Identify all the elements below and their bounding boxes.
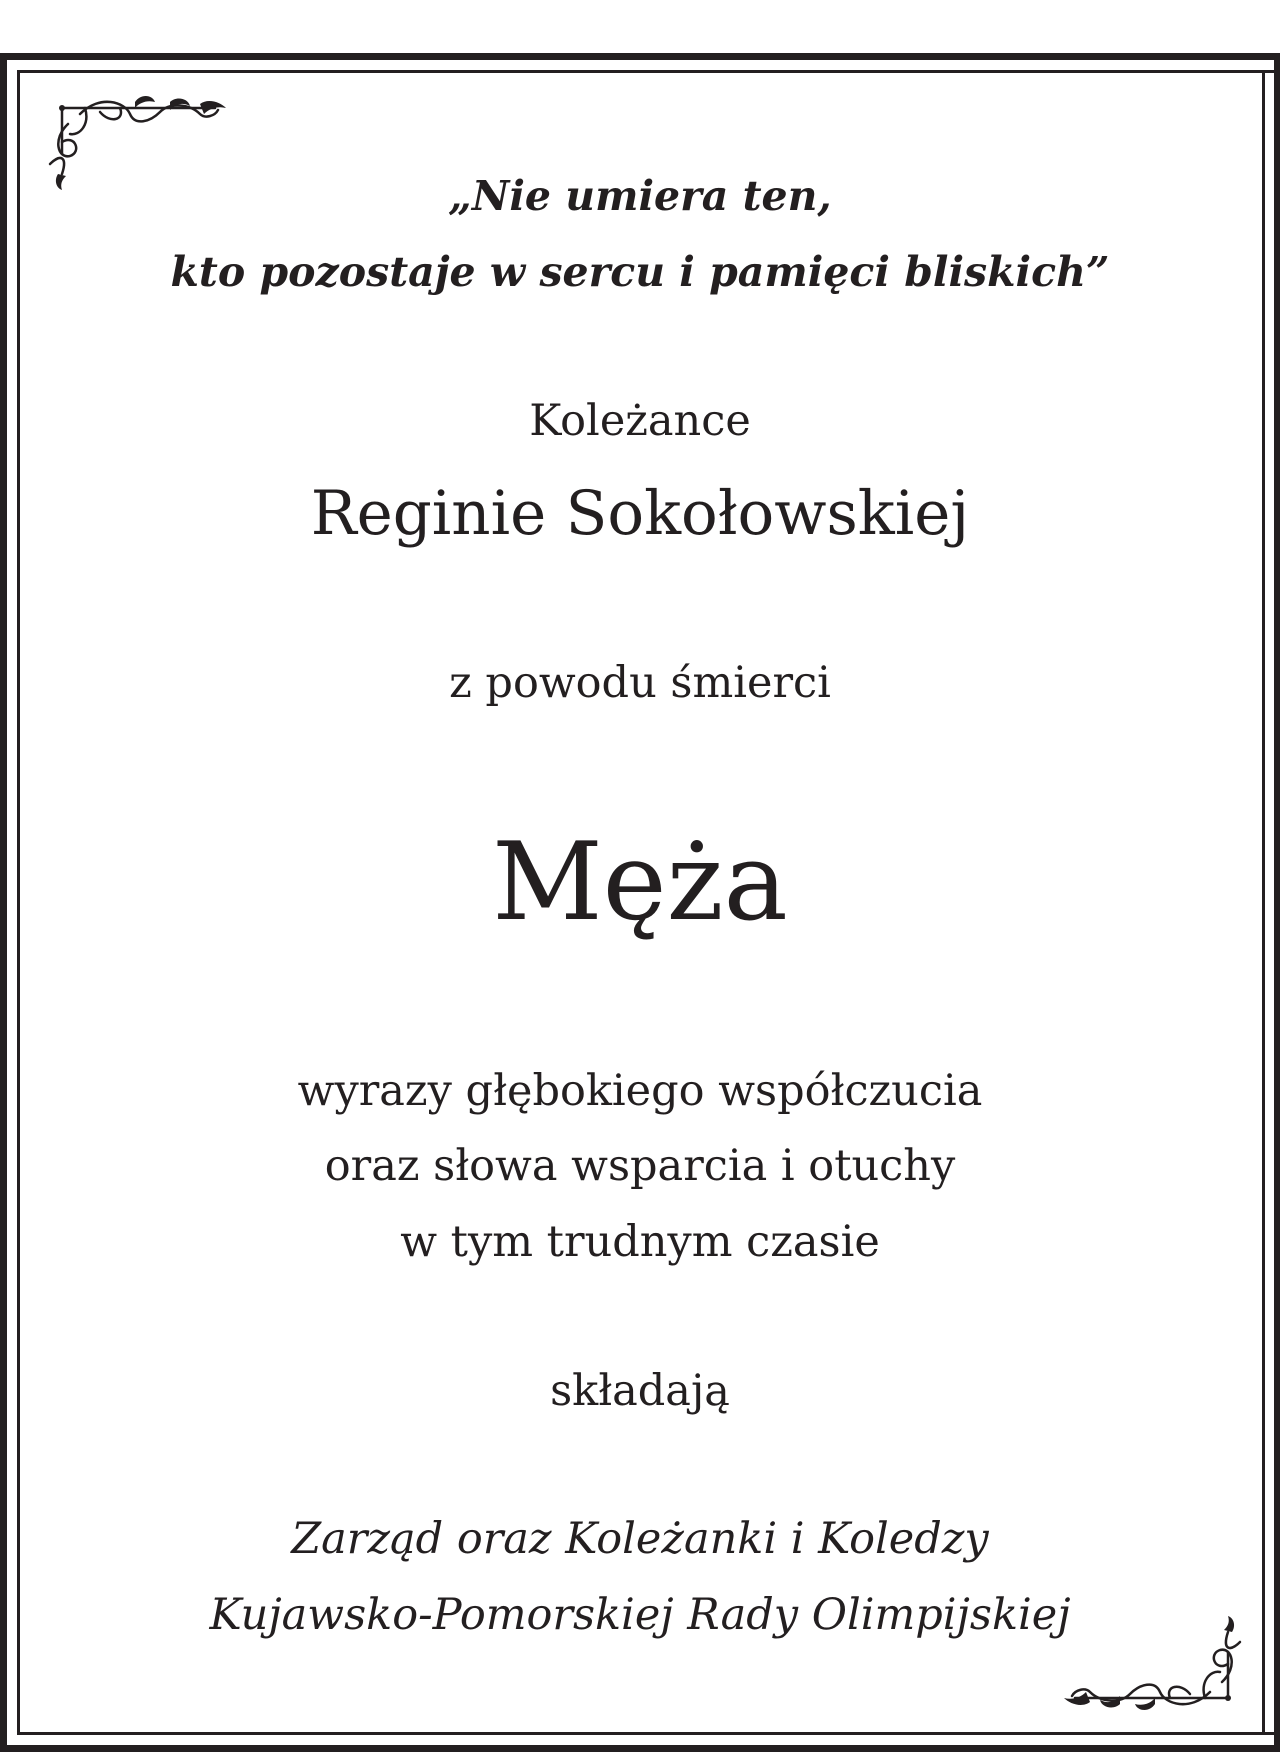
quote-line-2: kto pozostaje w sercu i pamięci bliskich” — [170, 248, 1110, 296]
signature-line-1: Zarząd oraz Koleżanki i Koledzy — [291, 1514, 989, 1564]
addressee-name: Reginie Sokołowskiej — [310, 478, 970, 549]
signature-line-2: Kujawsko-Pomorskiej Rady Olimpijskiej — [209, 1590, 1071, 1640]
quote-line-1: „Nie umiera ten, — [448, 172, 832, 220]
closing-verb: składają — [550, 1366, 730, 1416]
condolences-line-2: oraz słowa wsparcia i otuchy — [324, 1141, 956, 1191]
deceased-relation: Męża — [492, 820, 788, 945]
reason-text: z powodu śmierci — [449, 658, 831, 708]
condolences-line-1: wyrazy głębokiego współczucia — [297, 1066, 983, 1116]
condolences-line-3: w tym trudnym czasie — [400, 1217, 880, 1267]
salutation: Koleżance — [529, 396, 751, 446]
